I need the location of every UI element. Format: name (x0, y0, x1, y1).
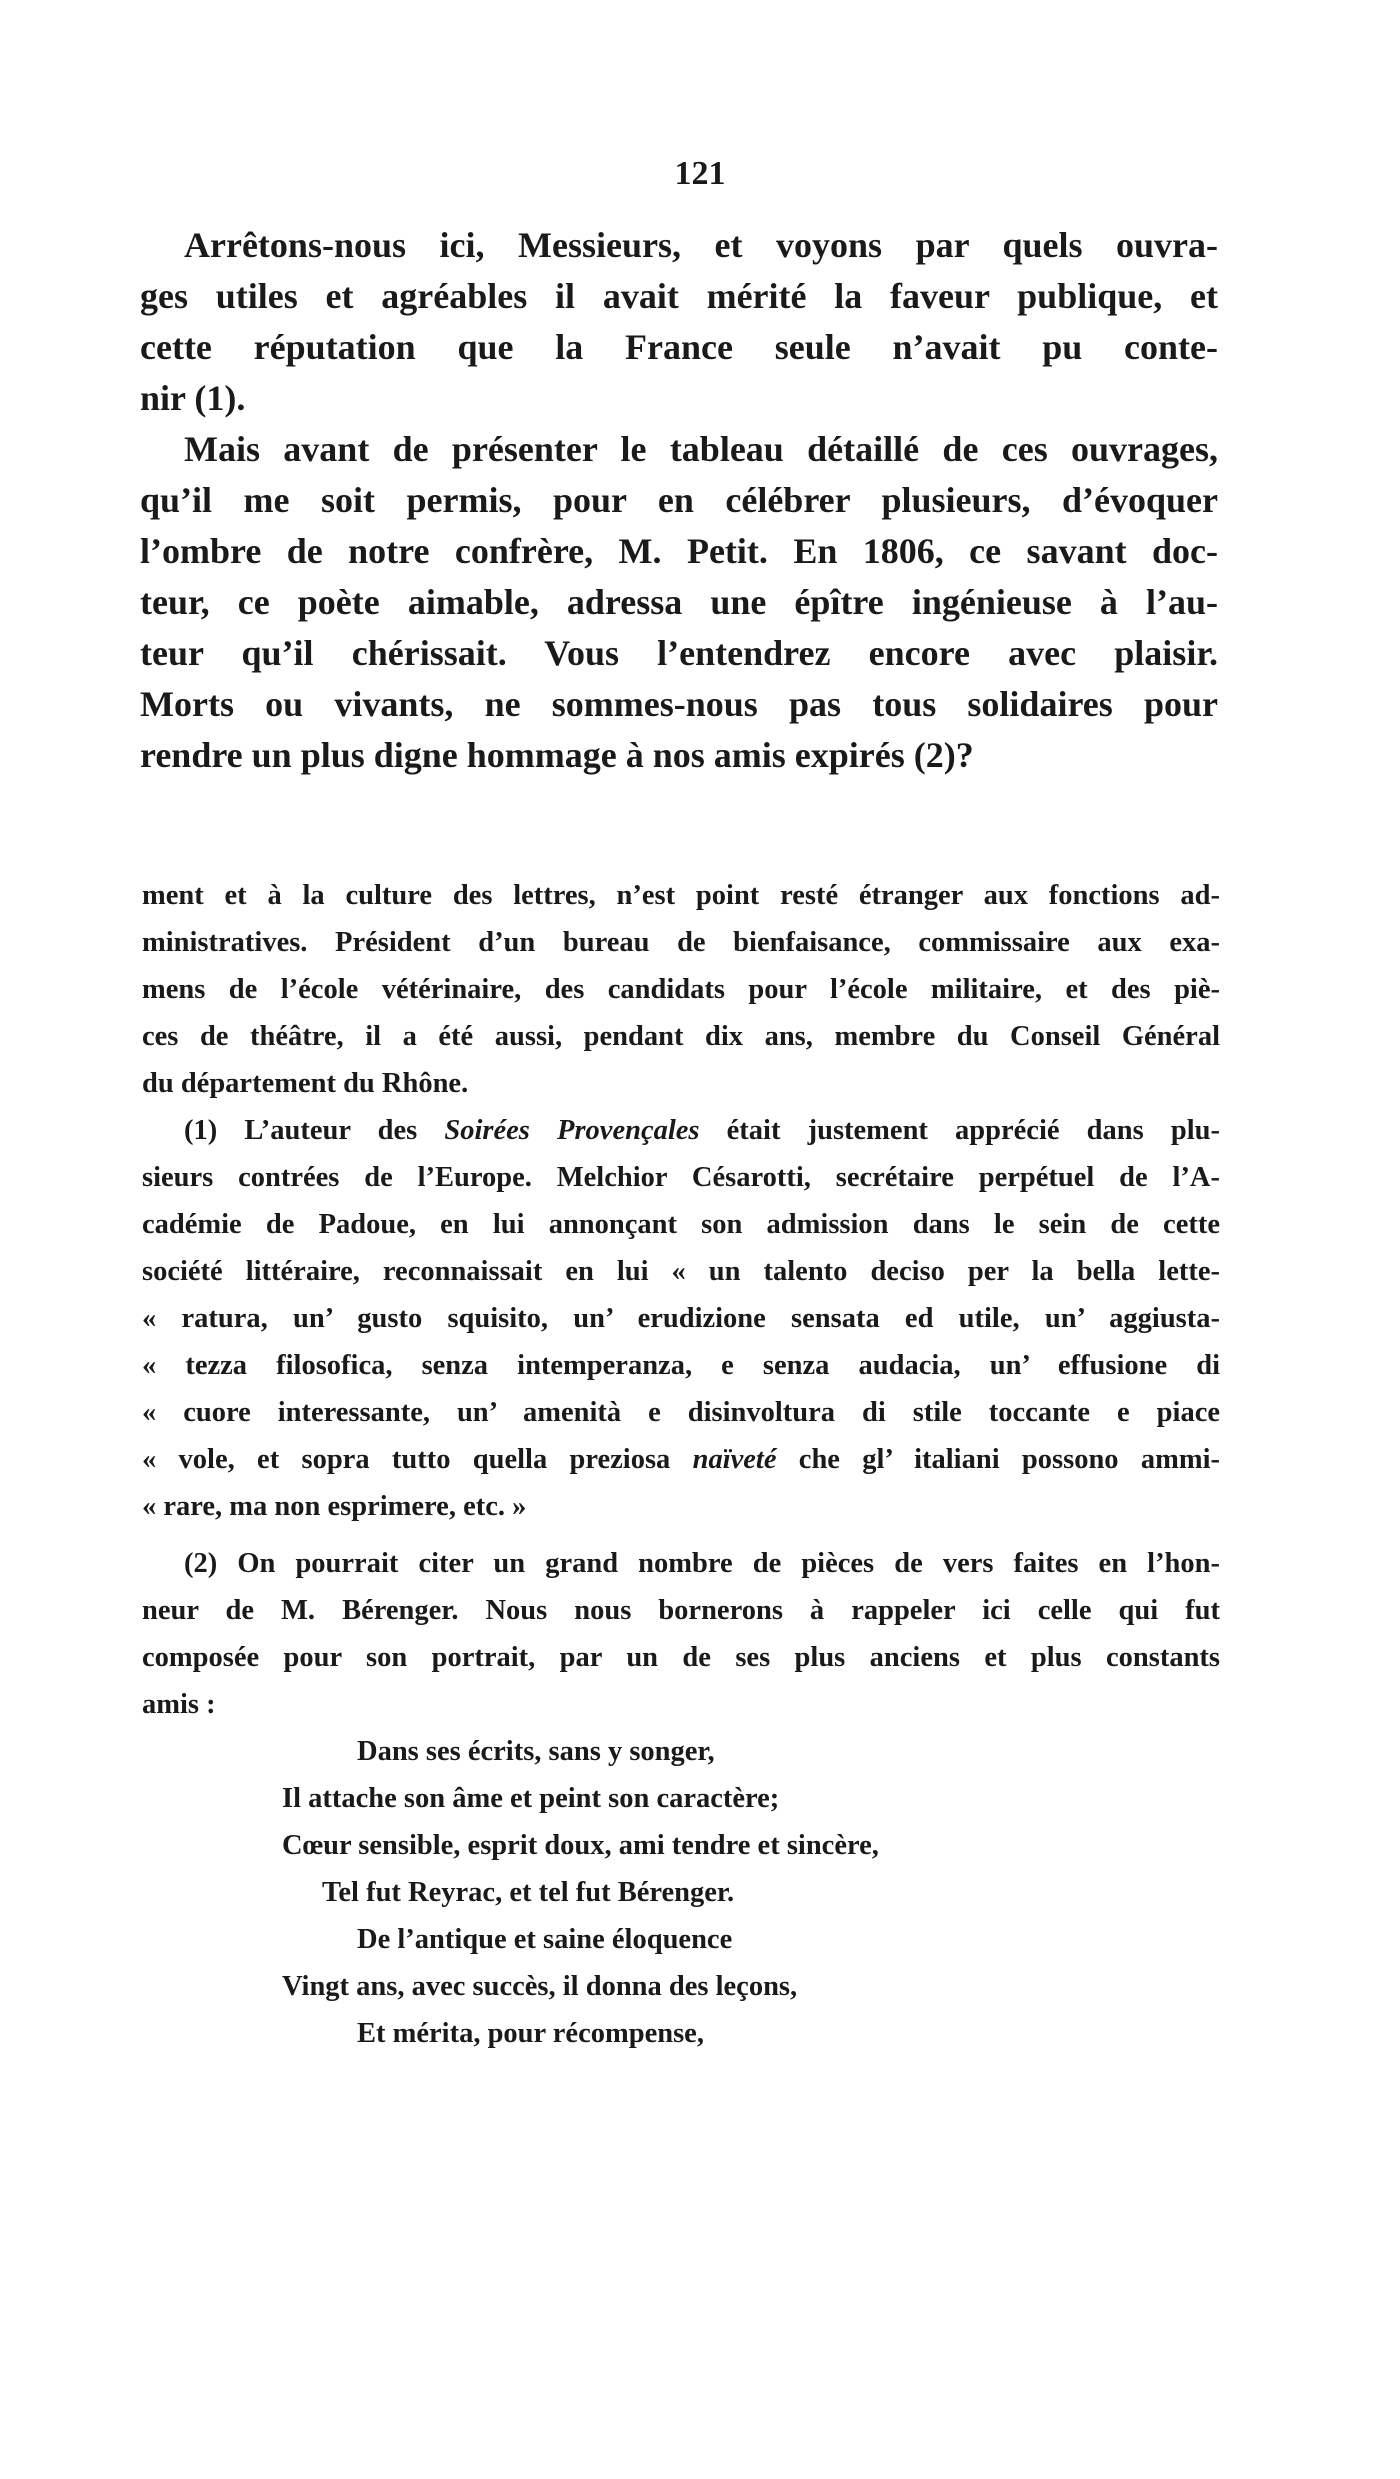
poem-verse: De l’antique et saine éloquence (357, 1924, 733, 1955)
italic-title: Soirées Provençales (444, 1115, 700, 1146)
text-segment: che gl’ italiani possono ammi- (776, 1444, 1220, 1475)
text-line: « tezza filosofica, senza intemperanza, e senza audacia, un’ effusione di (142, 1350, 1220, 1381)
paragraph (140, 220, 1218, 424)
text-line: sieurs contrées de l’Europe. Melchior Césarotti, secrétaire perpétuel de l’A- (142, 1162, 1220, 1193)
poem-verse: Dans ses écrits, sans y songer, (357, 1736, 715, 1767)
page-number: 121 (674, 155, 726, 192)
text-line: l’ombre de notre confrère, M. Petit. En 1806, ce savant doc- (140, 531, 1218, 571)
text-segment: (1) L’auteur des (184, 1115, 445, 1146)
text-line: nir (1). (140, 378, 246, 418)
text-line: « ratura, un’ gusto squisito, un’ erudizione sensata ed utile, un’ aggiusta- (142, 1303, 1220, 1334)
text-line: rendre un plus digne hommage à nos amis expirés (2)? (140, 735, 974, 775)
text-line: du département du Rhône. (142, 1068, 469, 1099)
text-line: cadémie de Padoue, en lui annonçant son admission dans le sein de cette (142, 1209, 1220, 1240)
text-segment: « vole, et sopra tutto quella preziosa (142, 1444, 693, 1475)
poem (142, 1728, 1220, 2057)
poem-verse: Cœur sensible, esprit doux, ami tendre et sincère, (282, 1830, 879, 1861)
text-line: ministratives. Président d’un bureau de bienfaisance, commissaire aux exa- (142, 927, 1220, 958)
italic-title: naïveté (692, 1444, 777, 1475)
text-line: « cuore interessante, un’ amenità e disinvoltura di stile toccante e piace (142, 1397, 1220, 1428)
text-line: ment et à la culture des lettres, n’est point resté étranger aux fonctions ad- (142, 880, 1220, 911)
text-line: ges utiles et agréables il avait mérité la faveur publique, et (140, 276, 1218, 316)
text-line: Arrêtons-nous ici, Messieurs, et voyons par quels ouvra- (184, 225, 1218, 265)
footnote (142, 872, 1220, 1107)
text-line: Mais avant de présenter le tableau détaillé de ces ouvrages, (184, 429, 1218, 469)
poem-verse: Et mérita, pour récompense, (357, 2018, 704, 2049)
text-line: cette réputation que la France seule n’avait pu conte- (140, 327, 1218, 367)
text-line (142, 1436, 1220, 1483)
poem-verse: Tel fut Reyrac, et tel fut Bérenger. (322, 1877, 735, 1908)
footnote (142, 1540, 1220, 1728)
text-line: teur, ce poète aimable, adressa une épître ingénieuse à l’au- (140, 582, 1218, 622)
text-line: teur qu’il chérissait. Vous l’entendrez encore avec plaisir. (140, 633, 1218, 673)
main-text (140, 220, 1218, 781)
text-segment: était justement apprécié dans plu- (699, 1115, 1220, 1146)
text-line: ces de théâtre, il a été aussi, pendant dix ans, membre du Conseil Général (142, 1021, 1220, 1052)
poem-verse: Il attache son âme et peint son caractère; (282, 1783, 780, 1814)
text-line: Morts ou vivants, ne sommes-nous pas tous solidaires pour (140, 684, 1218, 724)
text-line: composée pour son portrait, par un de ses plus anciens et plus constants (142, 1642, 1220, 1673)
footnote (142, 1107, 1220, 1530)
text-line: neur de M. Bérenger. Nous nous bornerons à rappeler ici celle qui fut (142, 1595, 1220, 1626)
poem-verse: Vingt ans, avec succès, il donna des leçons, (282, 1971, 798, 2002)
text-line (142, 1107, 1220, 1154)
paragraph (140, 424, 1218, 781)
text-line: « rare, ma non esprimere, etc. » (142, 1491, 527, 1522)
text-line: (2) On pourrait citer un grand nombre de pièces de vers faites en l’hon- (184, 1548, 1220, 1579)
footnotes (142, 872, 1220, 2057)
text-line: société littéraire, reconnaissait en lui « un talento deciso per la bella lette- (142, 1256, 1220, 1287)
text-line: amis : (142, 1689, 216, 1720)
text-line: mens de l’école vétérinaire, des candidats pour l’école militaire, et des piè- (142, 974, 1220, 1005)
text-line: qu’il me soit permis, pour en célébrer plusieurs, d’évoquer (140, 480, 1218, 520)
